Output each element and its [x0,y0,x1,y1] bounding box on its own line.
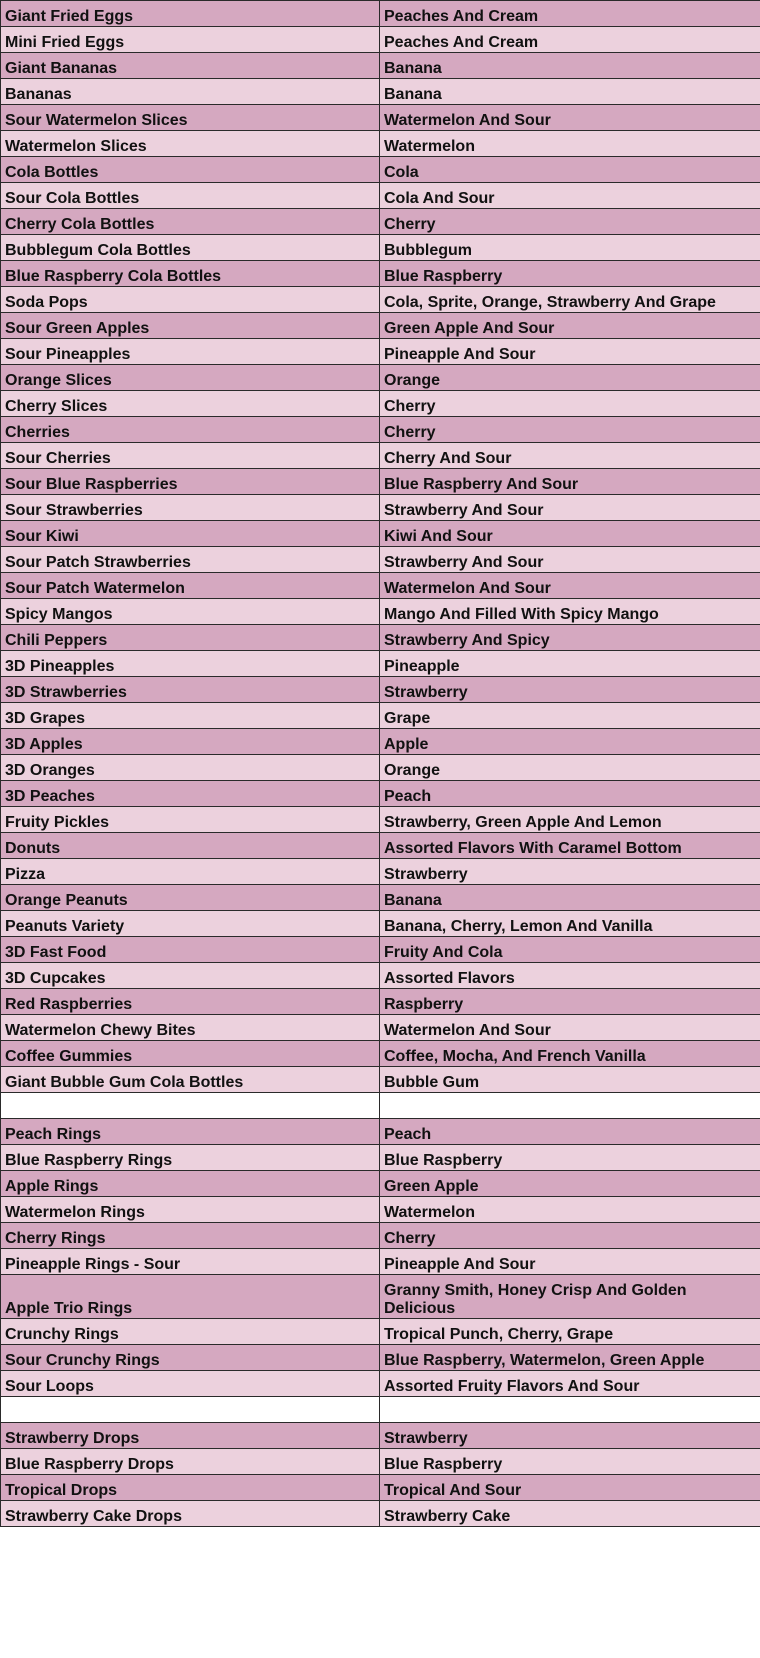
table-row [1,27,760,53]
flavor-cell: Peach [380,1119,760,1145]
table-row [1,417,760,443]
candy-name-cell: 3D Cupcakes [1,963,380,989]
candy-name-cell: Sour Crunchy Rings [1,1345,380,1371]
flavor-cell: Banana, Cherry, Lemon And Vanilla [380,911,760,937]
table-row [1,313,760,339]
candy-name-cell: Sour Loops [1,1371,380,1397]
candy-name-cell: Peach Rings [1,1119,380,1145]
candy-name-cell: Bubblegum Cola Bottles [1,235,380,261]
flavor-cell: Strawberry And Sour [380,495,760,521]
candy-name-cell: 3D Pineapples [1,651,380,677]
candy-name-cell: Soda Pops [1,287,380,313]
flavor-cell: Cherry [380,209,760,235]
table-row [1,1145,760,1171]
table-row [1,755,760,781]
table-row [1,209,760,235]
table-row [1,1345,760,1371]
candy-name-cell: 3D Oranges [1,755,380,781]
table-row [1,1319,760,1345]
table-row [1,963,760,989]
candy-name-cell: Apple Trio Rings [1,1275,380,1319]
table-row [1,911,760,937]
table-row [1,1249,760,1275]
candy-name-cell: Pizza [1,859,380,885]
table-row [1,1449,760,1475]
table-row [1,1475,760,1501]
candy-name-cell: Sour Patch Watermelon [1,573,380,599]
candy-name-cell [1,1093,380,1119]
candy-name-cell: Giant Fried Eggs [1,1,380,27]
blank-row [1,1397,760,1423]
candy-name-cell: Watermelon Rings [1,1197,380,1223]
flavor-cell: Strawberry, Green Apple And Lemon [380,807,760,833]
candy-name-cell: Sour Green Apples [1,313,380,339]
flavor-cell: Cherry [380,1223,760,1249]
table-row [1,859,760,885]
candy-name-cell: Sour Strawberries [1,495,380,521]
table-row [1,1197,760,1223]
table-row [1,287,760,313]
candy-name-cell: Strawberry Drops [1,1423,380,1449]
candy-name-cell: Peanuts Variety [1,911,380,937]
flavor-cell [380,1093,760,1119]
flavor-cell: Coffee, Mocha, And French Vanilla [380,1041,760,1067]
table-row [1,599,760,625]
flavor-cell: Kiwi And Sour [380,521,760,547]
table-row [1,261,760,287]
table-row [1,53,760,79]
table-row [1,703,760,729]
candy-name-cell: Coffee Gummies [1,1041,380,1067]
candy-name-cell: 3D Strawberries [1,677,380,703]
candy-name-cell: Cherry Cola Bottles [1,209,380,235]
table-row [1,677,760,703]
table-row [1,105,760,131]
candy-name-cell: Spicy Mangos [1,599,380,625]
flavor-cell: Blue Raspberry [380,261,760,287]
flavor-cell: Granny Smith, Honey Crisp And Golden Delicious [380,1275,760,1319]
candy-name-cell: Giant Bananas [1,53,380,79]
candy-name-cell: Apple Rings [1,1171,380,1197]
table-row [1,547,760,573]
candy-name-cell: 3D Grapes [1,703,380,729]
table-row [1,1119,760,1145]
candy-name-cell: Cherry Rings [1,1223,380,1249]
table-row [1,339,760,365]
flavor-cell: Peach [380,781,760,807]
table-row [1,495,760,521]
flavor-cell: Watermelon [380,1197,760,1223]
flavor-cell: Pineapple [380,651,760,677]
flavor-cell: Cherry And Sour [380,443,760,469]
flavor-cell: Tropical And Sour [380,1475,760,1501]
candy-name-cell: Sour Blue Raspberries [1,469,380,495]
table-row [1,1067,760,1093]
flavor-cell: Raspberry [380,989,760,1015]
candy-name-cell: Cola Bottles [1,157,380,183]
candy-name-cell: Sour Cola Bottles [1,183,380,209]
table-row [1,625,760,651]
candy-name-cell: Blue Raspberry Rings [1,1145,380,1171]
table-row [1,183,760,209]
blank-row [1,1093,760,1119]
table-row [1,833,760,859]
table-row [1,131,760,157]
flavor-cell: Blue Raspberry And Sour [380,469,760,495]
table-row [1,1371,760,1397]
flavor-cell: Green Apple And Sour [380,313,760,339]
candy-name-cell: Sour Kiwi [1,521,380,547]
flavor-cell [380,1397,760,1423]
flavor-cell: Cherry [380,417,760,443]
flavor-cell: Assorted Fruity Flavors And Sour [380,1371,760,1397]
flavor-cell: Banana [380,53,760,79]
flavor-cell: Green Apple [380,1171,760,1197]
flavor-cell: Mango And Filled With Spicy Mango [380,599,760,625]
flavor-cell: Strawberry [380,677,760,703]
flavor-cell: Banana [380,885,760,911]
table-row [1,781,760,807]
candy-name-cell: Cherries [1,417,380,443]
flavor-cell: Cola [380,157,760,183]
table-row [1,937,760,963]
flavor-cell: Orange [380,755,760,781]
flavor-cell: Fruity And Cola [380,937,760,963]
candy-name-cell [1,1397,380,1423]
table-row [1,1015,760,1041]
table-row [1,729,760,755]
flavor-cell: Bubblegum [380,235,760,261]
table-row [1,989,760,1015]
table-body [1,1,760,1527]
table-row [1,573,760,599]
flavor-cell: Apple [380,729,760,755]
flavor-cell: Orange [380,365,760,391]
candy-name-cell: Sour Cherries [1,443,380,469]
flavor-cell: Peaches And Cream [380,27,760,53]
flavor-cell: Pineapple And Sour [380,339,760,365]
candy-name-cell: Watermelon Chewy Bites [1,1015,380,1041]
table-row [1,1275,760,1319]
flavor-cell: Watermelon And Sour [380,573,760,599]
table-row [1,807,760,833]
candy-name-cell: Sour Patch Strawberries [1,547,380,573]
candy-name-cell: 3D Apples [1,729,380,755]
table-row [1,391,760,417]
flavor-cell: Cola, Sprite, Orange, Strawberry And Grape [380,287,760,313]
table-row [1,1501,760,1527]
flavor-cell: Watermelon [380,131,760,157]
flavor-cell: Strawberry And Spicy [380,625,760,651]
candy-name-cell: Red Raspberries [1,989,380,1015]
flavor-cell: Banana [380,79,760,105]
flavor-cell: Strawberry Cake [380,1501,760,1527]
candy-name-cell: Donuts [1,833,380,859]
candy-name-cell: 3D Peaches [1,781,380,807]
candy-name-cell: Sour Pineapples [1,339,380,365]
candy-name-cell: Crunchy Rings [1,1319,380,1345]
candy-name-cell: Cherry Slices [1,391,380,417]
flavor-cell: Strawberry [380,859,760,885]
candy-name-cell: Sour Watermelon Slices [1,105,380,131]
flavor-cell: Strawberry And Sour [380,547,760,573]
flavor-cell: Assorted Flavors [380,963,760,989]
candy-name-cell: Watermelon Slices [1,131,380,157]
candy-name-cell: Orange Slices [1,365,380,391]
table-row [1,521,760,547]
flavor-cell: Assorted Flavors With Caramel Bottom [380,833,760,859]
flavor-cell: Bubble Gum [380,1067,760,1093]
table-row [1,1423,760,1449]
candy-name-cell: Mini Fried Eggs [1,27,380,53]
table-row [1,469,760,495]
table-row [1,651,760,677]
candy-name-cell: 3D Fast Food [1,937,380,963]
table-row [1,157,760,183]
table-row [1,885,760,911]
flavor-cell: Watermelon And Sour [380,1015,760,1041]
flavor-cell: Watermelon And Sour [380,105,760,131]
table-row [1,1,760,27]
table-row [1,79,760,105]
flavor-cell: Strawberry [380,1423,760,1449]
table-row [1,365,760,391]
flavor-cell: Pineapple And Sour [380,1249,760,1275]
table-row [1,443,760,469]
flavor-cell: Blue Raspberry, Watermelon, Green Apple [380,1345,760,1371]
candy-name-cell: Tropical Drops [1,1475,380,1501]
candy-name-cell: Pineapple Rings - Sour [1,1249,380,1275]
candy-name-cell: Blue Raspberry Cola Bottles [1,261,380,287]
flavor-cell: Blue Raspberry [380,1145,760,1171]
flavor-cell: Grape [380,703,760,729]
table-row [1,235,760,261]
candy-name-cell: Giant Bubble Gum Cola Bottles [1,1067,380,1093]
flavor-cell: Peaches And Cream [380,1,760,27]
table-row [1,1041,760,1067]
candy-name-cell: Blue Raspberry Drops [1,1449,380,1475]
flavor-cell: Blue Raspberry [380,1449,760,1475]
table-row [1,1223,760,1249]
candy-name-cell: Bananas [1,79,380,105]
table-row [1,1171,760,1197]
flavor-cell: Tropical Punch, Cherry, Grape [380,1319,760,1345]
candy-name-cell: Chili Peppers [1,625,380,651]
candy-name-cell: Strawberry Cake Drops [1,1501,380,1527]
candy-name-cell: Orange Peanuts [1,885,380,911]
flavor-cell: Cola And Sour [380,183,760,209]
candy-name-cell: Fruity Pickles [1,807,380,833]
flavor-cell: Cherry [380,391,760,417]
